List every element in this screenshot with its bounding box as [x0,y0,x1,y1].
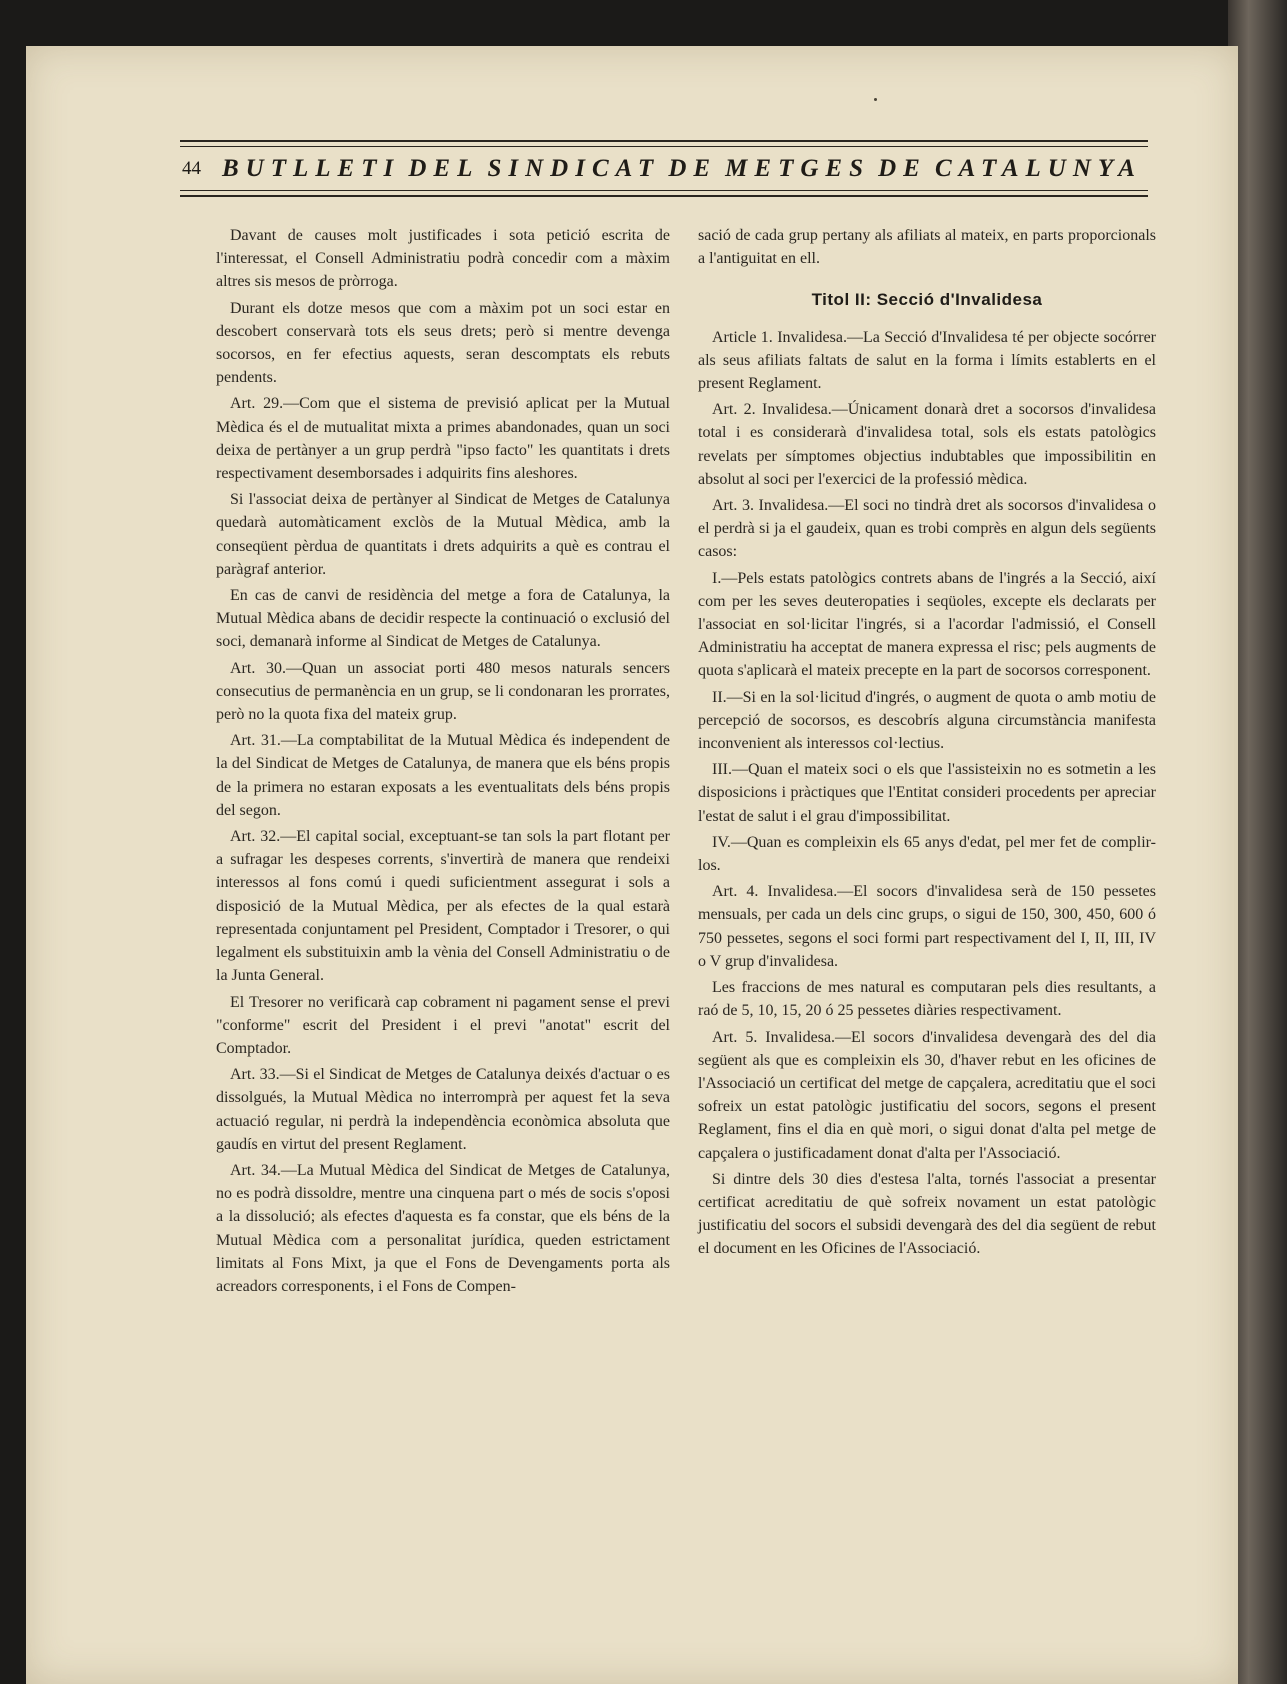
page-number: 44 [182,158,201,179]
paragraph: Art. 30.—Quan un associat porti 480 mesos naturals sencers consecutius de permanència en un grup, se li condonaran les prorrates, però no la quota fixa del mateix grup. [216,659,670,724]
paragraph: II.—Si en la sol·licitud d'ingrés, o augment de quota o amb motiu de percepció de socorsos, es descobrís alguna circumstància manifesta inconvenient als interessos col·lectius. [698,688,1156,753]
title-word: BUTLLETI [222,155,401,182]
title-word: DEL [408,155,480,182]
paragraph: Article 1. Invalidesa.—La Secció d'Invalidesa té per objecte socórrer als seus afiliats faltats de salut en la forma i límits establerts en el present Reglament. [698,328,1156,393]
header-rule-top [180,140,1148,142]
journal-title [222,155,1148,183]
title-word: DE [668,155,718,182]
paragraph: I.—Pels estats patològics contrets abans de l'ingrés a la Secció, així com per les seves deuteropaties i seqüoles, excepte els declarats per l'associat en sol·licitar l'ingrés, si a l'acordar l'admissió, el Consell Administratiu ha acceptat de manera expressa el risc; pels augments de quota s'aplicarà el mateix precepte en la part de socorsos corresponent. [698,569,1156,680]
paragraph: Art. 29.—Com que el sistema de previsió aplicat per la Mutual Mèdica és el de mutualitat mixta a primes abandonades, quan un soci deixa de pertànyer a un grup perdrà "ipso facto" les quantitats i drets respectivament desemborsades i adquirits fins aleshores. [216,395,670,483]
paragraph: Art. 4. Invalidesa.—El socors d'invalidesa serà de 150 pessetes mensuals, per cada un dels cinc grups, o sigui de 150, 300, 450, 600 ó 750 pessetes, segons el soci formi part respectivament del I, II, III, IV o V grup d'invalidesa. [698,883,1156,970]
paragraph: Art. 31.—La comptabilitat de la Mutual Mèdica és independent de la del Sindicat de Metges de Catalunya, de manera que els béns propis de la primera no estaran exposats a les eventualitats dels béns propis del segon. [216,732,670,819]
paragraph: Davant de causes molt justificades i sota petició escrita de l'interessat, el Consell Administratiu podrà concedir com a màxim altres sis mesos de pròrroga. [216,227,670,291]
title-word: METGES [725,155,870,182]
paragraph: Durant els dotze mesos que com a màxim pot un soci estar en descobert conservarà tots els seus drets; però si mentre devenga socorsos, en fer efectius aquests, seran descomptats els rebuts pendents. [216,299,670,387]
paragraph: Si l'associat deixa de pertànyer al Sindicat de Metges de Catalunya quedarà automàticament exclòs de la Mutual Mèdica, amb la conseqüent pèrdua de quantitats i drets adquirits a què es contrau el paràgraf anterior. [216,491,670,578]
paragraph-continuation: sació de cada grup pertany als afiliats al mateix, en parts proporcionals a l'antiguitat en ell. [698,227,1156,268]
header-rule-bottom-thin [180,190,1148,191]
paper-speck [874,98,877,101]
section-title: Titol II: Secció d'Invalidesa [811,290,1043,310]
paragraph: Art. 32.—El capital social, exceptuant-se tan sols la part flotant per a sufragar les despeses corrents, s'invertirà de manera que rendeixi interessos al fons comú i quedi suficientment assegurat i sols a disposició de la Mutual Mèdica, per als efectes de la qual estarà representada conjuntament pel President, Comptador i Tresorer, o qui legalment els substituixin amb la vènia del Consell Administratiu o de la Junta General. [216,828,670,985]
paragraph: Art. 2. Invalidesa.—Únicament donarà dret a socorsos d'invalidesa total i es considerarà d'invalidesa total, sols els estats patològics revelats per símptomes objectius indubtables que impossibilitin en absolut al soci per l'exercici de la professió mèdica. [698,401,1156,488]
paragraph: El Tresorer no verificarà cap cobrament ni pagament sense el previ "conforme" escrit del President i el previ "anotat" escrit del Comptador. [216,993,670,1057]
paragraph: IV.—Quan es compleixin els 65 anys d'edat, pel mer fet de complir-los. [698,833,1156,875]
paragraph: En cas de canvi de residència del metge a fora de Catalunya, la Mutual Mèdica abans de decidir respecte la continuació o exclusió del soci, demanarà informe al Sindicat de Metges de Catalunya. [216,587,670,651]
title-word: CATALUNYA [934,155,1142,182]
paragraph: Les fraccions de mes natural es computaran pels dies resultants, a raó de 5, 10, 15, 20 ó 25 pessetes diàries respectivament. [698,979,1156,1020]
left-column [216,224,670,1301]
paragraph: Art. 5. Invalidesa.—El socors d'invalidesa devengarà des del dia següent als que es compleixin els 30, d'haver rebut en les oficines de l'Associació un certificat del metge de capçalera, acreditatiu que el soci sofreix un estat patològic justificatiu del socors, segons el present Reglament, fins el dia en què mori, o sigui donat d'alta pel metge de capçalera o justificadament donat d'alta per l'Associació. [698,1028,1156,1162]
title-word: SINDICAT [487,155,661,182]
right-column [698,224,1156,1264]
title-word: DE [878,155,927,182]
paragraph: Si dintre dels 30 dies d'estesa l'alta, tornés l'associat a presentar certificat acreditatiu de què sofreix novament un estat patològic justificatiu del socors el subsidi devengarà des del dia següent de rebut el document en les Oficines de l'Associació. [698,1170,1156,1258]
paragraph: Art. 33.—Si el Sindicat de Metges de Catalunya deixés d'actuar o es dissolgués, la Mutual Mèdica no interromprà per aquest fet la seva actuació regular, ni perdrà la independència econòmica absoluta que gaudís en virtut del present Reglament. [216,1066,670,1153]
paragraph: III.—Quan el mateix soci o els que l'assisteixin no es sotmetin a les disposicions i pràctiques que l'Entitat consideri procedents per apreciar l'estat de salut i el grau d'impossibilitat. [698,761,1156,825]
page-header [180,140,1148,198]
paragraph: Art. 3. Invalidesa.—El soci no tindrà dret als socorsos d'invalidesa o el perdrà si ja el gaudeix, quan es trobi comprès en algun dels següents casos: [698,497,1156,561]
header-rule-top-thin [180,146,1148,147]
header-rule-bottom [180,195,1148,197]
paragraph: Art. 34.—La Mutual Mèdica del Sindicat de Metges de Catalunya, no es podrà dissoldre, mentre una cinquena part o més de socis s'oposi a la dissolució; als efectes d'aquesta es fa constar, que els béns de la Mutual Mèdica com a personalitat jurídica, queden estrictament limitats al Fons Mixt, ja que el Fons de Devengaments porta als acreadors corresponents, i el Fons de Compen- [216,1161,670,1295]
